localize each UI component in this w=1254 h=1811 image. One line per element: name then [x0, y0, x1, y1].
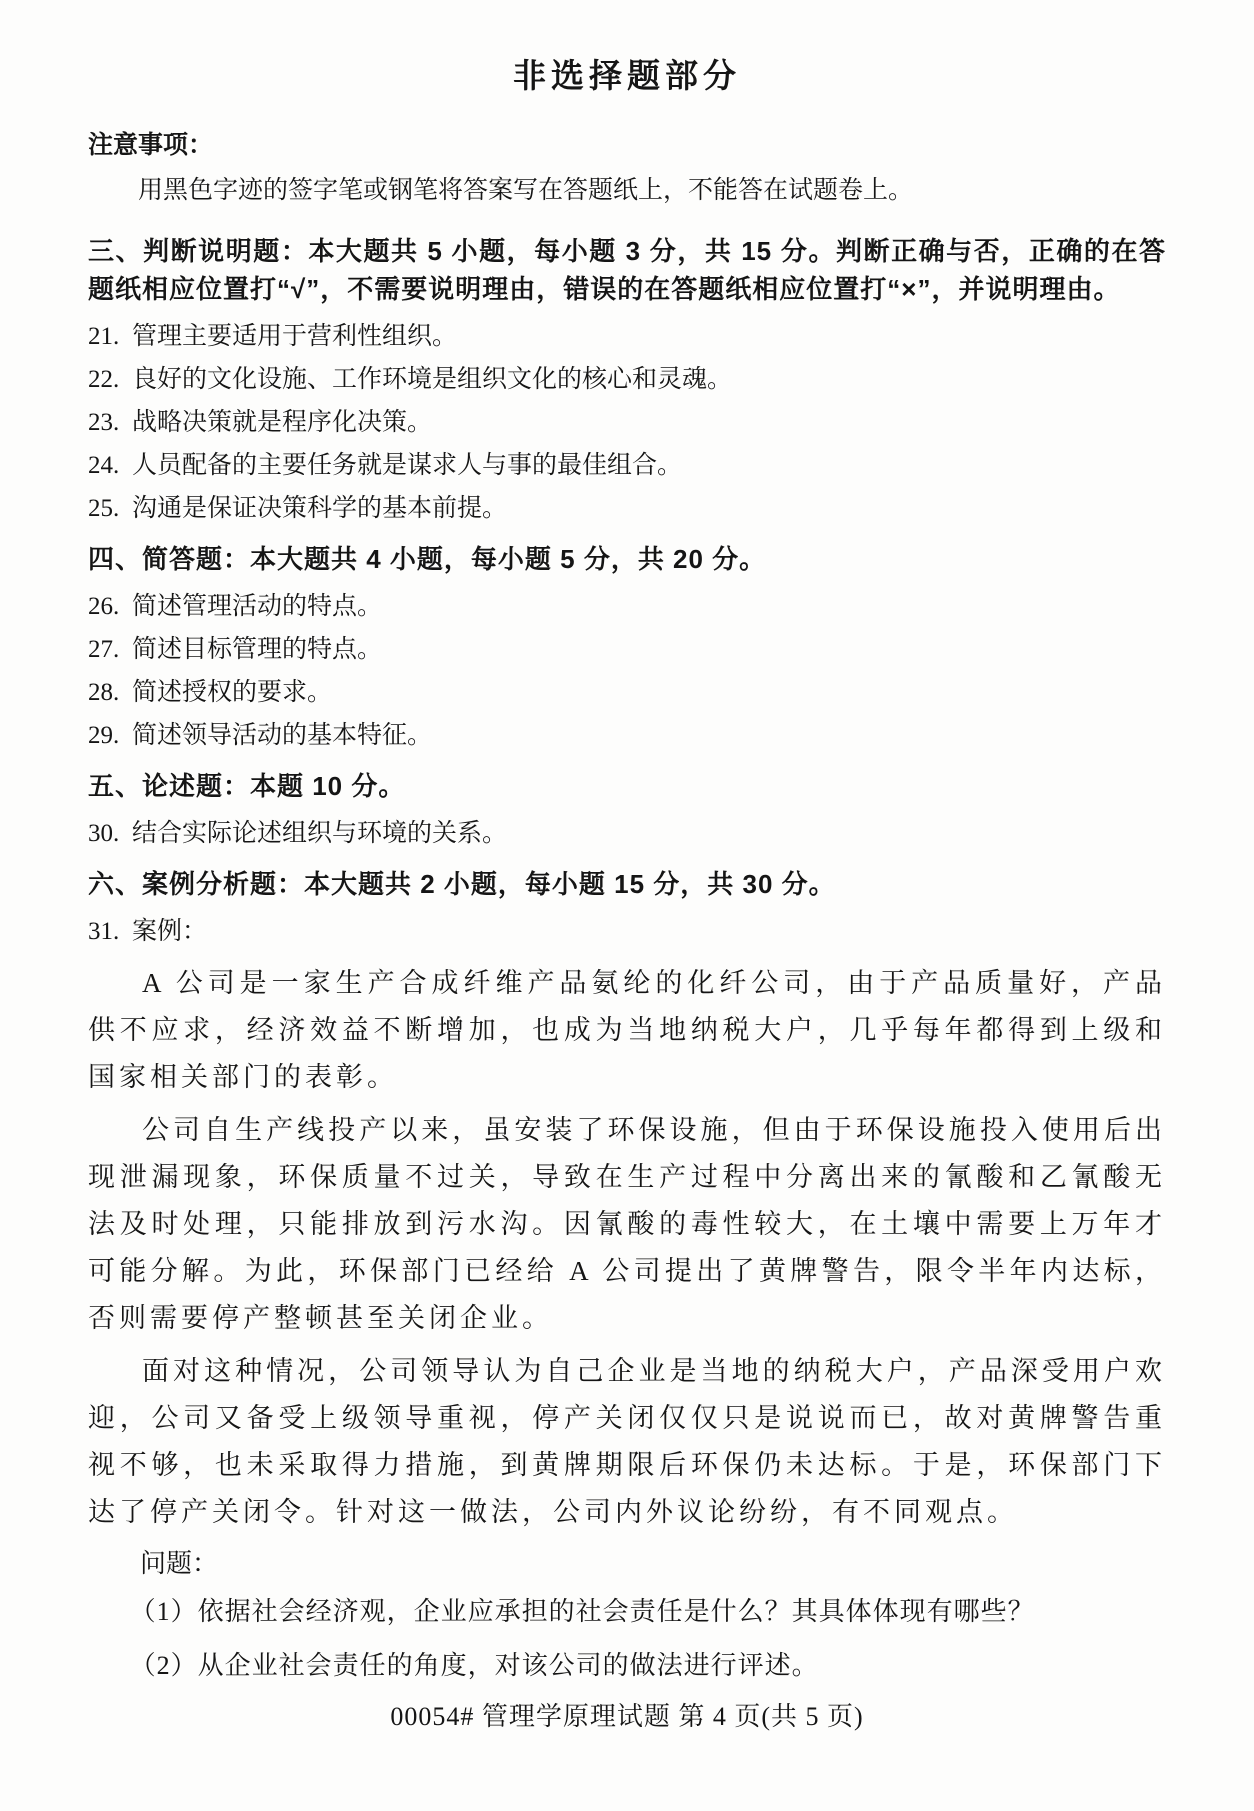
notice-block: [88, 128, 1166, 208]
section-judgment: [88, 232, 1166, 524]
page-title: 非选择题部分: [513, 57, 741, 94]
case-question-2: （2）从企业社会责任的角度，对该公司的做法进行评述。: [129, 1651, 819, 1680]
question-item-31: [88, 917, 1166, 947]
question-item-29: [88, 721, 1166, 751]
question-item-21: [88, 322, 1166, 352]
question-item-28: [88, 678, 1166, 708]
question-item-22: [88, 365, 1166, 395]
section-essay-heading: 五、论述题：本题 10 分。: [88, 771, 406, 801]
item-number: 24.: [88, 452, 120, 479]
item-number: 22.: [88, 366, 120, 393]
case-question-1: （1）依据社会经济观，企业应承担的社会责任是什么？其具体体现有哪些？: [129, 1597, 1035, 1626]
item-text: 简述目标管理的特点。: [132, 636, 383, 663]
section-case-analysis: [88, 865, 1166, 1686]
item-number: 28.: [88, 679, 120, 706]
case-paragraph-3: 面对这种情况，公司领导认为自己企业是当地的纳税大户，产品深受用户欢迎，公司又备受上级领导重视，停产关闭仅仅只是说说而已，故对黄牌警告重视不够，也未采取得力措施，到黄牌期限后环保仍未达标。于是，环保部门下达了停产关闭令。针对这一做法，公司内外议论纷纷，有不同观点。: [88, 1356, 1166, 1527]
item-number: 30.: [88, 820, 120, 847]
question-item-30: [88, 819, 1166, 849]
item-text: 管理主要适用于营利性组织。: [132, 323, 458, 350]
item-text: 人员配备的主要任务就是谋求人与事的最佳组合。: [132, 452, 683, 479]
item-number: 31.: [88, 918, 120, 945]
item-text: 简述授权的要求。: [132, 679, 333, 706]
question-item-26: [88, 592, 1166, 622]
case-paragraph-2: 公司自生产线投产以来，虽安装了环保设施，但由于环保设施投入使用后出现泄漏现象，环保质量不过关，导致在生产过程中分离出来的氰酸和乙氰酸无法及时处理，只能排放到污水沟。因氰酸的毒性较大，在土壤中需要上万年才可能分解。为此，环保部门已经给 A 公司提出了黄牌警告，限令半年内达标，否则需要停产整顿甚至关闭企业。: [88, 1115, 1166, 1333]
item-text: 案例：: [132, 918, 208, 945]
page-footer: 00054# 管理学原理试题 第 4 页(共 5 页): [390, 1702, 864, 1731]
case-paragraph-1: A 公司是一家生产合成纤维产品氨纶的化纤公司，由于产品质量好，产品供不应求，经济效益不断增加，也成为当地纳税大户，几乎每年都得到上级和国家相关部门的表彰。: [88, 968, 1166, 1092]
item-text: 战略决策就是程序化决策。: [132, 409, 433, 436]
item-number: 29.: [88, 722, 120, 749]
item-text: 简述管理活动的特点。: [132, 593, 383, 620]
section-judgment-heading: 三、判断说明题：本大题共 5 小题，每小题 3 分，共 15 分。判断正确与否，正确的在答题纸相应位置打“√”，不需要说明理由，错误的在答题纸相应位置打“×”，并说明理由。: [88, 236, 1166, 304]
section-short-answer-heading: 四、简答题：本大题共 4 小题，每小题 5 分，共 20 分。: [88, 544, 767, 574]
questions-label: 问题：: [140, 1549, 219, 1578]
item-number: 27.: [88, 636, 120, 663]
item-number: 25.: [88, 495, 120, 522]
question-item-24: [88, 451, 1166, 481]
section-case-analysis-heading: 六、案例分析题：本大题共 2 小题，每小题 15 分，共 30 分。: [88, 869, 836, 899]
item-text: 简述领导活动的基本特征。: [132, 722, 433, 749]
notice-label: 注意事项：: [88, 131, 214, 159]
item-text: 良好的文化设施、工作环境是组织文化的核心和灵魂。: [132, 366, 733, 393]
item-text: 沟通是保证决策科学的基本前提。: [132, 495, 508, 522]
section-short-answer: [88, 540, 1166, 751]
question-item-27: [88, 635, 1166, 665]
item-number: 23.: [88, 409, 120, 436]
item-number: 21.: [88, 323, 120, 350]
question-item-23: [88, 408, 1166, 438]
notice-text: 用黑色字迹的签字笔或钢笔将答案写在答题纸上，不能答在试题卷上。: [138, 177, 914, 204]
item-text: 结合实际论述组织与环境的关系。: [132, 820, 508, 847]
section-essay: [88, 767, 1166, 849]
question-item-25: [88, 494, 1166, 524]
item-number: 26.: [88, 593, 120, 620]
